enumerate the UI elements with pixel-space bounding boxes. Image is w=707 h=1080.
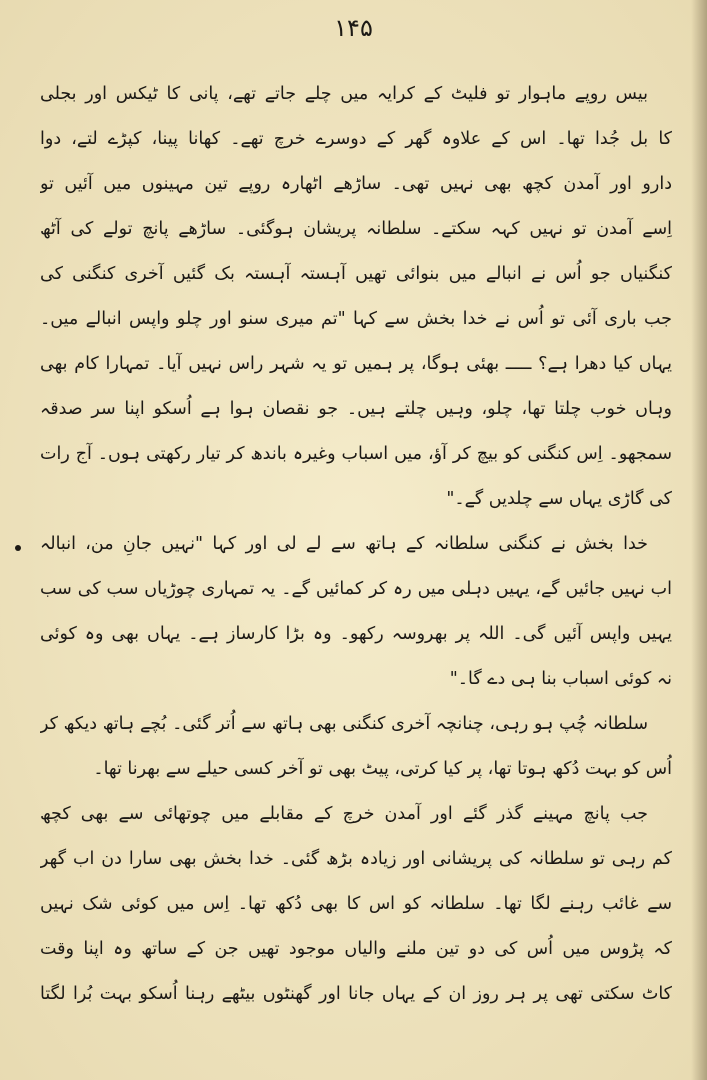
text-line: سے غائب رہنے لگا تھا۔ سلطانہ کو اس کا بھی دُکھ تھا۔ اِس میں کوئی شک نہیں bbox=[40, 894, 672, 914]
text-line: کا بل جُدا تھا۔ اس کے علاوہ گھر کے دوسرے خرچ تھے۔ کھانا پینا، کپڑے لتے، دوا bbox=[40, 129, 672, 149]
text-line: یہیں واپس آئیں گی۔ اللہ پر بھروسہ رکھو۔ وہ بڑا کارساز ہے۔ یہاں بھی وہ کوئی bbox=[40, 624, 672, 644]
text-line: سمجھو۔ اِس کنگنی کو بیچ کر آؤ، میں اسباب وغیرہ باندھ کر تیار رکھتی ہوں۔ آج رات bbox=[40, 444, 672, 464]
text-line: کہ پڑوس میں اُس کی دو تین ملنے والیاں موجود تھیں جن کے ساتھ وہ اپنا وقت bbox=[40, 939, 672, 959]
text-line: اِسے آمدن تو نہیں کہہ سکتے۔ سلطانہ پریشان ہوگئی۔ ساڑھے پانچ تولے کی آٹھ bbox=[40, 219, 672, 239]
page-number: ۱۴۵ bbox=[334, 14, 373, 42]
margin-mark bbox=[15, 545, 21, 551]
text-line: کاٹ سکتی تھی پر ہر روز ان کے یہاں جانا اور گھنٹوں بیٹھے رہنا اُسکو بہت بُرا لگتا bbox=[40, 984, 672, 1004]
text-line: نہ کوئی اسباب بنا ہی دے گا۔" bbox=[449, 669, 672, 689]
text-line: یہاں کیا دھرا ہے؟ ـــــ بھئی ہوگا، پر ہمیں تو یہ شہر راس نہیں آیا۔ تمہارا کام بھی bbox=[40, 354, 672, 374]
paragraph bbox=[40, 72, 672, 522]
text-line: کم رہی تو سلطانہ کی پریشانی اور زیادہ بڑھ گئی۔ خدا بخش بھی سارا دن اب گھر bbox=[40, 849, 672, 869]
text-line: اُس کو بہت دُکھ ہوتا تھا، پر کیا کرتی، پیٹ بھی تو آخر کسی حیلے سے بھرنا تھا۔ bbox=[93, 759, 672, 779]
text-line: کی گاڑی یہاں سے چلدیں گے۔" bbox=[446, 489, 672, 509]
text-line: دارو اور آمدن کچھ بھی نہیں تھی۔ ساڑھے اٹھارہ روپے تین مہینوں میں آئیں تو bbox=[40, 174, 672, 194]
text-line: اب نہیں جائیں گے، یہیں دہلی میں رہ کر کمائیں گے۔ یہ تمہاری چوڑیاں سب کی سب bbox=[40, 579, 672, 599]
paragraph bbox=[40, 792, 672, 1017]
paragraph bbox=[40, 522, 672, 702]
text-line: جب پانچ مہینے گذر گئے اور آمدن خرچ کے مقابلے میں چوتھائی سے بھی کچھ bbox=[40, 804, 648, 824]
text-line: بیس روپے ماہوار تو فلیٹ کے کرایہ میں چلے جاتے تھے، پانی کا ٹیکس اور بجلی bbox=[40, 84, 648, 104]
text-line: وہاں خوب چلتا تھا، چلو، وہیں چلتے ہیں۔ جو نقصان ہوا ہے اُسکو اپنا سر صدقہ bbox=[40, 399, 672, 419]
text-line: سلطانہ چُپ ہو رہی، چنانچہ آخری کنگنی بھی ہاتھ سے اُتر گئی۔ بُچے ہاتھ دیکھ کر bbox=[40, 714, 648, 734]
body-text bbox=[40, 72, 672, 1017]
paragraph bbox=[40, 702, 672, 792]
text-line: کنگنیاں جو اُس نے انبالے میں بنوائی تھیں آہستہ آہستہ بک گئیں آخری کنگنی کی bbox=[40, 264, 672, 284]
text-line: خدا بخش نے کنگنی سلطانہ کے ہاتھ سے لے لی اور کہا "نہیں جانِ من، انبالہ bbox=[40, 534, 648, 554]
text-line: جب باری آئی تو اُس نے خدا بخش سے کہا "تم میری سنو اور چلو واپس انبالے میں۔ bbox=[40, 309, 672, 329]
